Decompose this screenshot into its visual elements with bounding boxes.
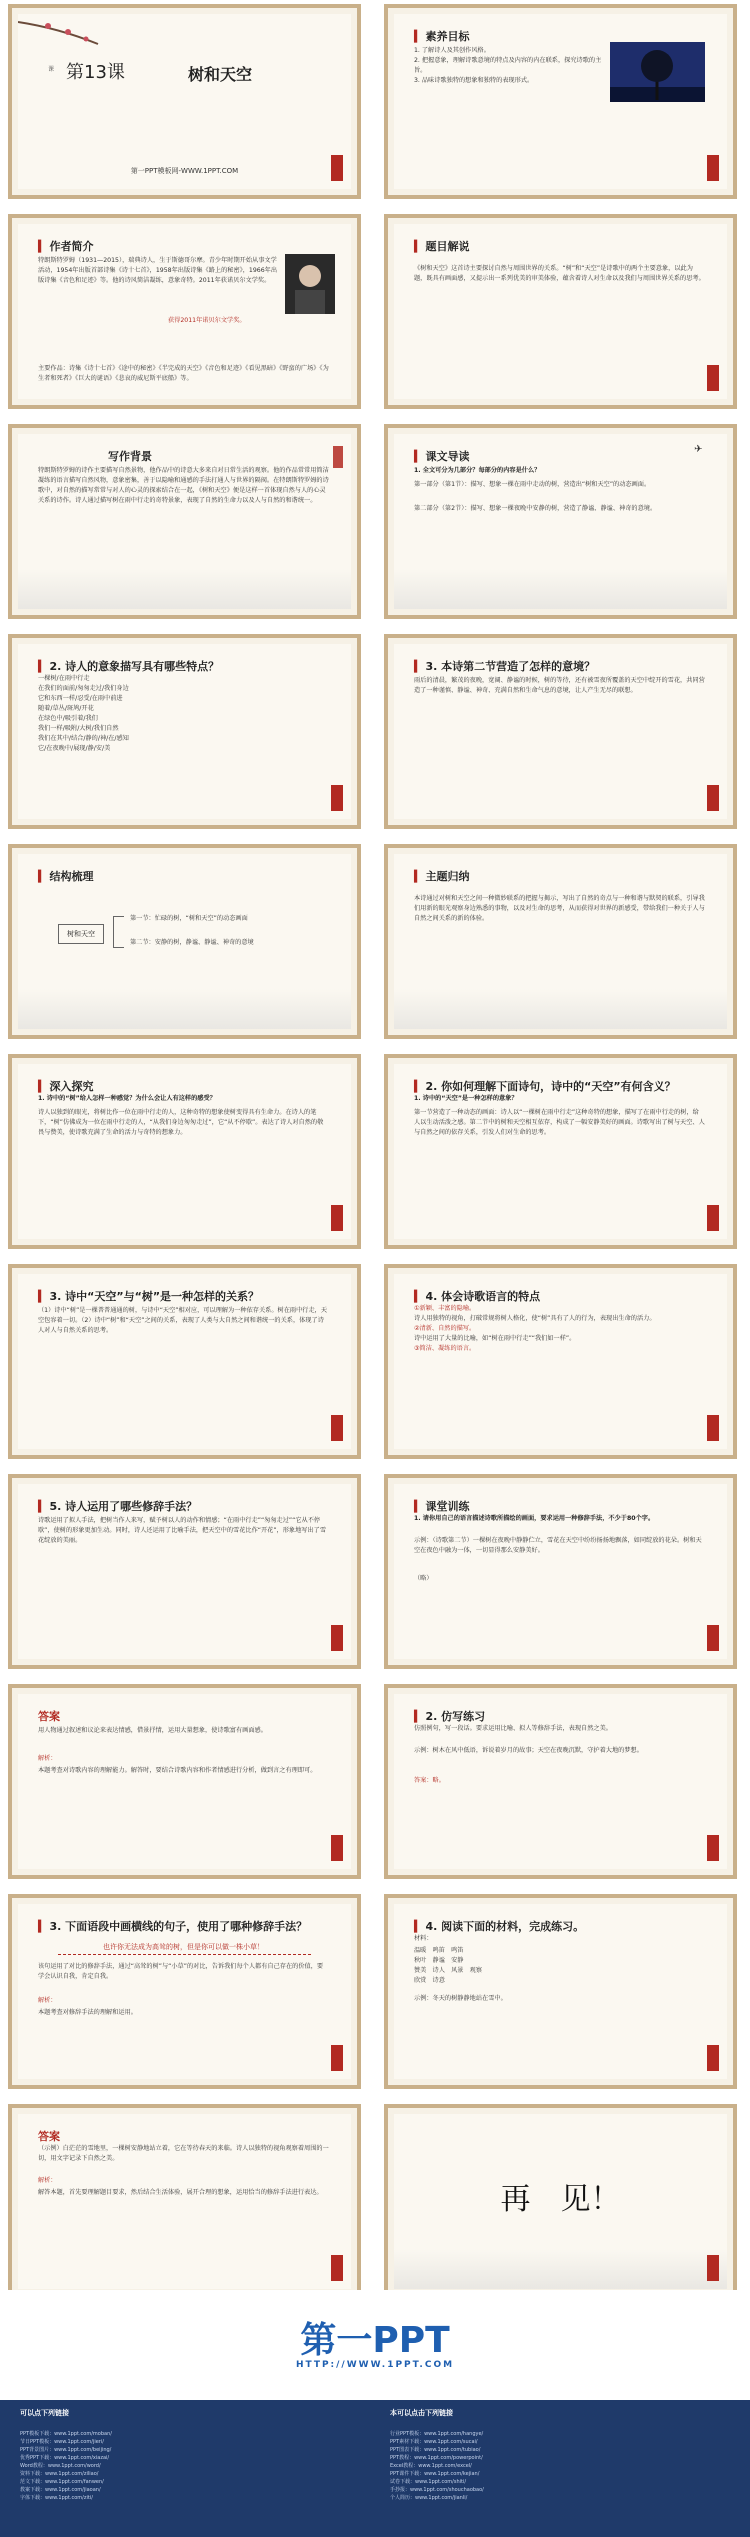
explore1-body: 诗人以独到的眼光，将树比作一位在雨中行走的人，这种奇特的想象使树变得具有生命力。在诗人的笔下，“树”仿佛成为一位在雨中行走的人，“从我们身边匆匆走过”，它“从不停歇”。表达了诗人对自然的敬畏与赞美，使诗歌充满了生命的活力与奇特的想象力。 [38, 1109, 324, 1136]
slide-heading: ▍ 作者简介 [38, 240, 94, 253]
seal-icon [707, 365, 719, 391]
slide-heading: ▍ 2. 仿写练习 [414, 1710, 486, 1723]
slide-heading: ▍ 2. 诗人的意象描写具有哪些特点？ [38, 660, 220, 673]
slide-heading: 答案 [38, 2130, 60, 2143]
cover-lesson: 第13课 [66, 62, 125, 83]
material-body: 示例：冬天的树静静地站在雪中。 [414, 1995, 507, 2002]
imitation-answer: 答案：略。 [414, 1777, 445, 1784]
slide-explore3[interactable] [8, 1264, 361, 1459]
footer-link[interactable]: PPT教程：www.1ppt.com/powerpoint/ [390, 2455, 483, 2461]
footer-link[interactable]: PPT素材下载：www.1ppt.com/sucai/ [390, 2439, 478, 2445]
slide-heading: ▍ 主题归纳 [414, 870, 470, 883]
footer-link[interactable]: Word教程：www.1ppt.com/word/ [20, 2463, 101, 2469]
explore1-question: 1. 诗中的“树”给人怎样一种感觉？为什么会让人有这样的感受？ [38, 1095, 216, 1102]
exercise3-sub-body: 本题考查对修辞手法的理解和运用。 [38, 2009, 137, 2016]
slide-heading: 写作背景 [108, 450, 152, 463]
goodbye-text: 再 见！ [500, 2182, 621, 2217]
footer-right-head: 本可以点击下列链接 [390, 2409, 453, 2417]
slide-author[interactable] [8, 214, 361, 409]
footer-link[interactable]: 行业PPT模板：www.1ppt.com/hangye/ [390, 2431, 484, 2437]
slide-heading: ▍ 3. 本诗第二节营造了怎样的意境？ [414, 660, 596, 673]
language-list: ①新颖、丰富的隐喻。 诗人用独特的视角，打破常规将树人格化，使“树”具有了人的行为，表现出生命的活力。 ②清新、自然的描写。 诗中运用了大量的比喻，如“树在雨中行走”“我们如一样”。 ③简洁、凝练的语言。 [414, 1305, 656, 1352]
guide-question: 1. 全文可分为几部分？每部分的内容是什么？ [414, 467, 541, 474]
seal-icon [707, 785, 719, 811]
slide-heading: ▍ 2. 你如何理解下面诗句，诗中的“天空”有何含义？ [414, 1080, 676, 1093]
answer1-sub: 解析： [38, 1755, 57, 1762]
guide-part2: 第二部分（第2节）：描写、想象一棵夜晚中安静的树，营造了静谧、静谧、神奇的意境。 [414, 505, 657, 512]
footer-link[interactable]: Excel教程：www.1ppt.com/excel/ [390, 2463, 472, 2469]
theme-body: 本诗通过对树和天空之间一种微妙联系的把握与揭示，写出了自然的奇点与一种和谐与默契的联系，引导我们用新的眼光观察身边熟悉的事物，以及对生命的思考，从而获得对世界的新感受，带给我们一种关于人与自然之间关系的新的体验。 [414, 895, 705, 922]
footer-link[interactable]: PPT背景图片：www.1ppt.com/beijing/ [20, 2447, 112, 2453]
seal-icon [707, 1415, 719, 1441]
seal-icon [707, 1835, 719, 1861]
slide-exercise3[interactable] [8, 1894, 361, 2089]
slide-title-explain[interactable] [384, 214, 737, 409]
practice-note: （略） [414, 1575, 433, 1582]
rhetoric-body: 诗歌运用了拟人手法，把树当作人来写，赋予树以人的动作和情感；“在雨中行走”“匆匆走过”“它从不停歇”，使树的形象更加生动。同时，诗人还运用了比喻手法，把天空中的雪花比作“开花”，形象地写出了雪花绽放的美丽。 [38, 1517, 327, 1544]
explore3-body: （1）诗中“树”是一棵普普通通的树，与诗中“天空”相对应，可以理解为一种依存关系。树在雨中行走，天空包容着一切。（2）诗中“树”和“天空”之间的关系，表现了人类与大自然之间和谐统一的关系，体现了诗人对人与自然关系的思考。 [38, 1307, 328, 1334]
title-explain-body: 《树和天空》这首诗主要探讨自然与周围世界的关系。“树”和“天空”是诗歌中的两个主要意象，以此为题，既具有画面感，又提示出一系列优美的审美体验，蕴含着诗人对生命以及我们与周围世界关系的思考。 [414, 265, 705, 282]
slide-structure[interactable] [8, 844, 361, 1039]
footer-link[interactable]: 范文下载：www.1ppt.com/fanwen/ [20, 2479, 104, 2485]
slide-rhetoric[interactable] [8, 1474, 361, 1669]
structure-row2: 第二节：安静的树，静谧、静谧、神奇的意境 [130, 939, 254, 946]
slide-heading: ▍ 4. 阅读下面的材料，完成练习。 [414, 1920, 585, 1933]
guide-part1: 第一部分（第1节）：描写、想象一棵在雨中走动的树，营造出“树和天空”的动态画面。 [414, 481, 651, 488]
footer-link[interactable]: PPT图表下载：www.1ppt.com/tubiao/ [390, 2447, 481, 2453]
imitation-example: 示例：树木在风中低语，诉说着岁月的故事；天空在夜晚沉默，守护着大地的梦想。 [414, 1747, 643, 1754]
slide-practice[interactable] [384, 1474, 737, 1669]
practice-question: 1. 请你用自己的语言描述诗歌所描绘的画面，要求运用一种修辞手法，不少于80个字。 [414, 1515, 655, 1522]
structure-bracket [113, 916, 124, 948]
seal-icon [331, 155, 343, 181]
footer-link[interactable]: PPT模板下载：www.1ppt.com/moban/ [20, 2431, 112, 2437]
answer1-body: 用人物通过叙述和议论来表达情感，借景抒情，运用大量想象，使诗歌富有画面感。 [38, 1727, 267, 1734]
exercise3-quote: 也许你无法成为高耸的树，但是你可以做一株小草！ [103, 1943, 264, 1951]
material-list: 温暖 鸣笛 鸣笛 秋叶 静谧 安静 赞美 诗人 风景 观察 欣赏 诗意 [414, 1947, 483, 1984]
slide-heading: ▍ 3. 下面语段中画横线的句子，使用了哪种修辞手法？ [38, 1920, 308, 1933]
answer2-sub: 解析： [38, 2177, 57, 2184]
seal-icon [331, 1625, 343, 1651]
seal-icon [333, 446, 343, 468]
footer-link[interactable]: 教案下载：www.1ppt.com/jiaoan/ [20, 2487, 101, 2493]
slide-guide[interactable] [384, 424, 737, 619]
footer-logo: 第一PPT [300, 2320, 450, 2361]
slide-heading: 答案 [38, 1710, 60, 1723]
slide-goals[interactable] [384, 4, 737, 199]
exercise3-sub: 解析： [38, 1997, 57, 2004]
slide-heading: ▍ 结构梳理 [38, 870, 94, 883]
footer-link[interactable]: 优秀PPT下载：www.1ppt.com/xiazai/ [20, 2455, 110, 2461]
explore2-question: 1. 诗中的“天空”是一种怎样的意象？ [414, 1095, 518, 1102]
tree-night-image [610, 42, 705, 102]
seal-icon [707, 155, 719, 181]
slide-theme[interactable] [384, 844, 737, 1039]
footer-links-right [390, 2430, 484, 2502]
slide-goodbye[interactable] [384, 2104, 737, 2299]
footer-link[interactable]: 个人简历：www.1ppt.com/jianli/ [390, 2495, 468, 2501]
seal-icon [707, 1625, 719, 1651]
footer-link[interactable]: 手抄报：www.1ppt.com/shouchaobao/ [390, 2487, 484, 2493]
seal-icon [707, 2255, 719, 2281]
goal-list: 1. 了解诗人及其创作风格。 2. 把握意象，理解诗歌意境的特点及内容的内在联系，探究诗歌的主旨。 3. 品味诗歌独特的想象和独特的表现形式。 [414, 47, 602, 84]
imitation-body: 仿照例句，写一段话。要求运用比喻、拟人等修辞手法，表现自然之美。 [414, 1725, 612, 1732]
seal-icon [707, 1205, 719, 1231]
slide-mood[interactable] [384, 634, 737, 829]
slide-heading: ▍ 3. 诗中“天空”与“树”是一种怎样的关系？ [38, 1290, 260, 1303]
slide-background[interactable] [8, 424, 361, 619]
seal-icon [331, 2255, 343, 2281]
slide-heading: ▍ 素养目标 [414, 30, 470, 43]
slide-heading: ▍ 深入探究 [38, 1080, 94, 1093]
practice-body: 示例：（诗歌第二节）一棵树在夜晚中静静伫立，雪花在天空中纷纷扬扬地飘落，如同绽放的花朵。树和天空在夜色中融为一体，一切显得那么安静美好。 [414, 1537, 702, 1554]
seal-icon [331, 1415, 343, 1441]
imagery-list: 一棵树/在雨中行走 在我们的面前/匆匆走过/我们身边 它和东西一样/忍受/在雨中前进 随着/草丛/斑鸠/开花 在绿色中/吸引着/我们 我们一样/吸附/大树/我们自然 我们在其中/结合/静的/神/在/感知 它/在夜晚中/展现/静/安/美 [38, 675, 129, 752]
slide-heading: ▍ 5. 诗人运用了哪些修辞手法？ [38, 1500, 198, 1513]
slide-heading: ▍ 课堂训练 [414, 1500, 470, 1513]
footer-links-left [20, 2430, 112, 2502]
author-portrait [285, 254, 335, 314]
answer1-sub-body: 本题考查对诗歌内容的理解能力。解答时，要结合诗歌内容和作者情感进行分析，做到言之有理即可。 [38, 1767, 317, 1774]
explore2-body: 第一节营造了一种动态的画面：诗人以“一棵树在雨中行走”这种奇特的想象，描写了在雨中行走的树，给人以生动活泼之感。第二节中的树和天空相互依存，构成了一幅安静美好的画面。诗歌写出了树与天空、人与自然之间的依存关系，引发人们对生命的思考。 [414, 1109, 705, 1136]
footer-left-head: 可以点下列链接 [20, 2409, 69, 2417]
background-body: 特朗斯特罗姆的诗作主要描写自然景物，他作品中的诗意大多来自对日常生活的观察。他的作品常常用简洁凝练的语言描写自然风物，意象密集，善于以隐喻和通感的手法打通人与世界的隔阂。在特朗斯特罗姆的诗歌中，对自然的描写常常与对人的心灵的探索结合在一起，《树和天空》便是这样一首体现自然与人的心灵关系的诗作。诗人通过描写树在雨中行走的奇特景象，表现了自然的生命力以及人与自然的和谐统一。 [38, 467, 329, 504]
slide-answer2[interactable] [8, 2104, 361, 2299]
ink-mountain-decor [18, 989, 351, 1029]
slide-heading: ▍ 题目解说 [414, 240, 470, 253]
seal-icon [707, 2045, 719, 2071]
cover-site: 第一PPT模板网-WWW.1PPT.COM [130, 167, 239, 175]
slide-language[interactable] [384, 1264, 737, 1459]
slide-explore1[interactable] [8, 1054, 361, 1249]
author-award: 获得2011年诺贝尔文学奖。 [168, 317, 246, 324]
author-body: 特朗斯特罗姆（1931—2015），瑞典诗人，生于斯德哥尔摩。青少年时期开始从事文学活动，1954年出版首部诗集《诗十七首》，1958年出版诗集《路上的秘密》，1966年出版诗集《音色和足迹》等。他的诗风简洁凝练，意象奇特。2011年获诺贝尔文学奖。 [38, 257, 278, 284]
footer-link[interactable]: 节日PPT模板：www.1ppt.com/jieri/ [20, 2439, 104, 2445]
slide-answer1[interactable] [8, 1684, 361, 1879]
ink-mountain-decor [18, 569, 351, 609]
material-label: 材料： [414, 1935, 433, 1942]
footer-link[interactable]: 资料下载：www.1ppt.com/ziliao/ [20, 2471, 99, 2477]
seal-icon [331, 2045, 343, 2071]
slide-heading: ▍ 课文导读 [414, 450, 470, 463]
slide-material[interactable] [384, 1894, 737, 2089]
bird-icon: ✈ [694, 444, 703, 455]
quote-underline [58, 1954, 311, 1955]
slide-explore2[interactable] [384, 1054, 737, 1249]
seal-icon [331, 785, 343, 811]
slide-heading: ▍ 4. 体会诗歌语言的特点 [414, 1290, 541, 1303]
footer-link[interactable]: 试卷下载：www.1ppt.com/shiti/ [390, 2479, 467, 2485]
slide-cover[interactable] [8, 4, 361, 199]
slide-imagery[interactable] [8, 634, 361, 829]
answer2-body: （示例）白茫茫的雪地里，一棵树安静地站立着，它在等待春天的来临。诗人以独特的视角观察着周围的一切，用文字记录下自然之美。 [38, 2145, 329, 2162]
exercise3-body: 该句运用了对比的修辞手法，通过“高耸的树”与“小草”的对比，告诉我们每个人都有自己存在的价值，要学会认识自我，肯定自我。 [38, 1963, 324, 1980]
footer-logo-url: HTTP://WWW.1PPT.COM [295, 2360, 455, 2370]
mood-body: 雨后的清晨，繁茂的夜晚，宽阔、静谧的时候，树的等待，还有被雪夜所覆盖的天空中绽开的雪花，共同营造了一种谨慎、静谧、神奇、充满自然和生命气息的意境，让人产生无尽的联想。 [414, 677, 705, 694]
structure-row1: 第一节：忙碌的树，“树和天空”的动态画面 [130, 915, 248, 922]
footer-logo-area [0, 2290, 750, 2400]
footer-link[interactable]: 字体下载：www.1ppt.com/ziti/ [20, 2495, 93, 2501]
seal-icon [331, 1835, 343, 1861]
author-works: 主要作品：诗集《诗十七首》《途中的秘密》《半完成的天空》《音色和足迹》《看见黑暗》《野蛮的广场》《为生者和死者》《巨大的谜语》《悲哀的威尼斯平底船》等。 [38, 365, 329, 382]
footer-link[interactable]: PPT课件下载：www.1ppt.com/kejian/ [390, 2471, 480, 2477]
ink-mountain-decor [394, 569, 727, 609]
structure-label: 树和天空 [58, 924, 104, 944]
ink-mountain-decor [394, 2249, 727, 2289]
answer2-sub-body: 解答本题，首先要理解题目要求，然后结合生活体验，展开合理的想象，运用恰当的修辞手法进行表达。 [38, 2189, 323, 2196]
seal-icon [331, 1205, 343, 1231]
cover-title: 树和天空 [188, 65, 253, 84]
cover-series: 课 [48, 66, 55, 73]
footer-links [0, 2400, 750, 2537]
ink-mountain-decor [394, 989, 727, 1029]
slide-imitation[interactable] [384, 1684, 737, 1879]
